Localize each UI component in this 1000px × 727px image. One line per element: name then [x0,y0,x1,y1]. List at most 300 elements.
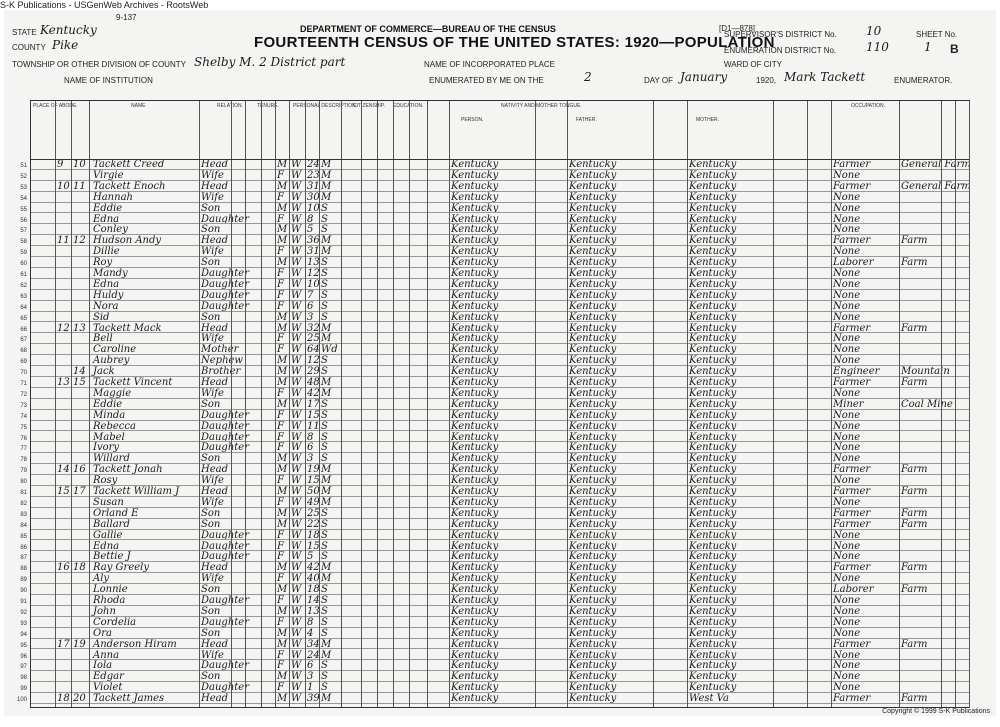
cell-ms: S [321,202,328,214]
cell-dw: 12 [57,322,70,334]
cell-occ: Farmer [833,518,871,530]
cell-sex: F [277,540,284,552]
cell-bp: Kentucky [451,377,499,388]
cell-bp: Kentucky [451,322,499,334]
cell-rel: Daughter [201,616,249,628]
cell-dw: 10 [57,180,70,192]
line-number: 71 [20,381,27,387]
cell-race: W [291,300,302,312]
cell-rel: Wife [201,169,224,181]
cell-name: Eddie [93,202,123,214]
cell-age: 5 [307,224,314,236]
cell-ms: S [321,268,328,279]
cell-race: W [291,475,302,487]
cell-fam: 13 [73,322,86,334]
grid-column-line [199,101,200,707]
cell-rel: Son [201,453,221,465]
line-number: 83 [20,511,27,518]
cell-rel: Daughter [201,595,249,606]
table-row [20,355,969,367]
state-value: Kentucky [40,23,97,37]
cell-mbp: Kentucky [689,202,737,214]
cell-age: 15 [307,540,320,552]
grid-column-line [427,101,428,707]
cell-name: Tackett James [93,693,165,705]
cell-sex: F [277,529,284,541]
line-number: 66 [20,326,27,333]
table-row [16,693,969,705]
cell-occ: None [833,300,861,312]
township-value: Shelby M. 2 District part [194,55,346,69]
cell-mbp: Kentucky [689,507,737,519]
cell-ms: M [321,191,332,203]
line-number: 79 [20,468,27,475]
cell-mbp: Kentucky [689,409,737,421]
cell-race: W [291,213,302,225]
line-number: 61 [20,272,27,278]
cell-bp: Kentucky [451,409,499,421]
cell-name: Ray Greely [93,562,150,574]
cell-bp: Kentucky [451,268,499,279]
cell-race: W [291,420,302,432]
cell-occ: None [833,278,861,290]
grid-column-line [319,101,320,707]
cell-mbp: Kentucky [689,398,737,410]
cell-occ: None [833,246,861,258]
grid-column-line [687,101,688,707]
cell-ms: M [321,638,332,650]
cell-sex: M [277,202,288,214]
cell-ms: Wd [321,344,338,356]
cell-mbp: Kentucky [689,649,737,661]
cell-ms: M [321,486,332,497]
cell-rel: Son [201,398,221,410]
line-number: 67 [20,337,27,344]
grid-column-line [89,101,90,707]
cell-name: Cordelia [93,616,137,628]
cell-bp: Kentucky [451,387,499,399]
cell-mbp: Kentucky [689,322,737,334]
col-relation: RELATION. [217,103,244,109]
cell-race: W [291,442,302,454]
cell-fbp: Kentucky [569,366,617,378]
cell-name: Tackett Mack [93,322,162,334]
grid-column-line [393,101,394,707]
cell-bp: Kentucky [451,671,499,683]
cell-name: Roy [93,257,113,269]
cell-sex: M [277,693,288,705]
line-number: 100 [16,697,27,704]
cell-name: Tackett Creed [93,159,165,170]
cell-name: Gallie [93,529,123,541]
cell-rel: Daughter [201,420,249,432]
cell-age: 24 [307,159,320,170]
cell-sex: M [277,562,288,574]
table-row [20,496,969,508]
cell-occ: Farmer [833,159,871,170]
table-row [20,235,969,247]
cell-race: W [291,257,302,269]
cell-mbp: Kentucky [689,169,737,181]
cell-name: Tackett Jonah [93,464,163,476]
cell-ms: S [321,257,328,269]
cell-race: W [291,562,302,574]
cell-name: Lonnie [93,584,128,596]
cell-ms: S [321,507,328,519]
cell-dw: 11 [57,235,70,247]
grid-column-line [831,101,832,707]
cell-ms: M [321,693,332,705]
cell-ms: M [321,377,332,388]
cell-ms: S [321,289,328,301]
cell-mbp: Kentucky [689,529,737,541]
cell-ind: Farm [901,377,928,388]
banner: S-K Publications - USGenWeb Archives - RootsWeb [0,0,1000,10]
line-number: 96 [20,653,27,660]
cell-fam: 11 [73,180,86,192]
cell-fbp: Kentucky [569,398,617,410]
cell-fbp: Kentucky [569,649,617,661]
cell-sex: M [277,311,288,323]
cell-ind: Farm [901,257,928,269]
year: 1920, [756,76,777,85]
cell-mbp: Kentucky [689,344,737,356]
cell-age: 7 [307,289,314,301]
line-number: 85 [20,533,27,540]
line-number: 55 [20,206,27,213]
cell-race: W [291,682,302,694]
cell-ind: Farm [901,486,928,497]
cell-occ: None [833,344,861,356]
cell-sex: M [277,377,288,388]
cell-fbp: Kentucky [569,573,617,585]
cell-dw: 18 [57,693,70,705]
cell-age: 25 [307,507,320,519]
cell-age: 6 [307,300,314,312]
table-row [20,507,969,519]
cell-age: 31 [307,180,320,192]
cell-race: W [291,387,302,399]
cell-bp: Kentucky [451,649,499,661]
cell-race: W [291,191,302,203]
cell-occ: Engineer [833,366,880,378]
cell-ind: Farm [901,507,928,519]
col-place-of-abode: PLACE OF ABODE. [33,103,78,109]
cell-mbp: Kentucky [689,257,737,269]
cell-rel: Daughter [201,289,249,301]
cell-bp: Kentucky [451,540,499,552]
table-row [20,649,969,661]
cell-race: W [291,627,302,639]
cell-name: Mabel [93,431,125,443]
cell-sex: F [277,268,284,279]
cell-fam: 20 [73,693,86,705]
cell-fbp: Kentucky [569,387,617,399]
cell-bp: Kentucky [451,584,499,596]
cell-bp: Kentucky [451,213,499,225]
cell-fbp: Kentucky [569,595,617,606]
cell-mbp: Kentucky [689,682,737,694]
cell-race: W [291,180,302,192]
table-row [20,202,969,214]
county-value: Pike [52,38,79,52]
cell-name: Sid [93,311,110,323]
line-number: 73 [20,402,27,409]
cell-age: 34 [307,638,320,650]
cell-sex: M [277,366,288,378]
cell-fbp: Kentucky [569,671,617,683]
incorporated-place-label: NAME OF INCORPORATED PLACE [424,60,555,69]
cell-name: Nora [93,300,119,312]
cell-ind: Farm [901,235,928,247]
cell-age: 6 [307,660,314,672]
cell-mbp: Kentucky [689,453,737,465]
cell-mbp: Kentucky [689,660,737,672]
table-row [20,529,969,541]
cell-occ: Farmer [833,180,871,192]
cell-race: W [291,169,302,181]
line-number: 78 [20,457,27,464]
cell-name: Tackett Enoch [93,180,166,192]
cell-ms: M [321,333,332,345]
cell-occ: None [833,573,861,585]
department-heading: DEPARTMENT OF COMMERCE—BUREAU OF THE CENSUS [300,24,556,34]
cell-fbp: Kentucky [569,278,617,290]
cell-age: 8 [307,431,314,443]
cell-rel: Head [201,486,229,497]
line-number: 86 [20,544,27,551]
cell-fbp: Kentucky [569,453,617,465]
cell-race: W [291,518,302,530]
line-number: 92 [20,609,27,616]
cell-rel: Wife [201,246,224,258]
grid-column-line [535,101,536,707]
cell-mbp: Kentucky [689,387,737,399]
table-row [20,213,969,225]
table-row [20,671,969,683]
table-row [20,398,969,410]
table-row [20,344,969,356]
cell-occ: None [833,475,861,487]
cell-sex: F [277,551,284,563]
cell-ind: Farm [901,638,928,650]
cell-rel: Son [201,224,221,236]
cell-race: W [291,235,302,247]
cell-ms: M [321,322,332,334]
cell-sex: F [277,616,284,628]
cell-mbp: Kentucky [689,464,737,476]
cell-ind: Mountain [901,366,950,378]
cell-name: Rebecca [93,420,136,432]
cell-ms: S [321,529,328,541]
cell-sex: M [277,398,288,410]
cell-age: 3 [307,311,314,323]
cell-fbp: Kentucky [569,507,617,519]
cell-occ: None [833,453,861,465]
cell-name: Conley [93,224,128,236]
row-divider [31,703,969,704]
cell-mbp: Kentucky [689,475,737,487]
enumerated-month: January [680,70,728,84]
table-row [20,605,969,617]
cell-age: 18 [307,584,320,596]
cell-age: 50 [307,486,320,497]
cell-sex: M [277,257,288,269]
cell-rel: Head [201,562,229,574]
cell-sex: M [277,584,288,596]
cell-name: Bell [93,333,113,345]
enumeration-district-label: ENUMERATION DISTRICT No. [724,46,837,55]
cell-age: 3 [307,453,314,465]
cell-ms: S [321,518,328,530]
table-row [20,300,969,312]
cell-rel: Head [201,159,229,170]
cell-sex: F [277,431,284,443]
cell-ms: M [321,464,332,476]
cell-sex: F [277,169,284,181]
grid-column-line [969,101,970,707]
table-row [20,322,969,334]
cell-ms: M [321,649,332,661]
cell-ind: General Farm [901,180,971,192]
cell-occ: Farmer [833,486,871,497]
cell-bp: Kentucky [451,159,499,170]
cell-sex: F [277,191,284,203]
cell-mbp: Kentucky [689,333,737,345]
cell-sex: F [277,442,284,454]
cell-occ: None [833,387,861,399]
line-number: 81 [20,490,27,496]
cell-rel: Son [201,202,221,214]
cell-mbp: Kentucky [689,311,737,323]
cell-ms: S [321,311,328,323]
cell-sex: F [277,289,284,301]
line-number: 88 [20,566,27,573]
cell-age: 42 [307,387,320,399]
cell-bp: Kentucky [451,289,499,301]
cell-fbp: Kentucky [569,235,617,247]
cell-occ: None [833,202,861,214]
cell-race: W [291,246,302,258]
cell-bp: Kentucky [451,180,499,192]
cell-race: W [291,453,302,465]
cell-bp: Kentucky [451,573,499,585]
cell-race: W [291,464,302,476]
line-number: 74 [20,413,27,420]
cell-name: Maggie [93,387,132,399]
cell-fbp: Kentucky [569,355,617,367]
cell-age: 12 [307,355,320,367]
table-row [20,289,969,301]
line-number: 58 [20,239,27,246]
cell-fam: 15 [73,377,86,388]
line-number: 69 [20,359,27,366]
cell-bp: Kentucky [451,333,499,345]
table-row [20,464,969,476]
cell-ms: S [321,595,328,606]
table-row [20,486,969,497]
grid-column-line [941,101,942,707]
cell-fbp: Kentucky [569,562,617,574]
cell-fam: 16 [73,464,86,476]
cell-name: Willard [93,453,130,465]
cell-sex: M [277,224,288,236]
cell-name: Caroline [93,344,137,356]
cell-bp: Kentucky [451,311,499,323]
cell-sex: M [277,507,288,519]
cell-age: 24 [307,649,320,661]
cell-occ: None [833,627,861,639]
cell-mbp: Kentucky [689,213,737,225]
cell-fbp: Kentucky [569,682,617,694]
cell-rel: Wife [201,387,224,399]
col-nativity: NATIVITY AND MOTHER TONGUE. [501,103,582,109]
line-number: 60 [20,261,27,268]
cell-rel: Head [201,235,229,247]
cell-fbp: Kentucky [569,496,617,508]
grid-column-line [341,101,342,707]
cell-fam: 18 [73,562,86,574]
cell-age: 48 [307,377,320,388]
cell-sex: F [277,420,284,432]
cell-fbp: Kentucky [569,475,617,487]
line-number: 82 [20,500,27,507]
cell-rel: Son [201,627,221,639]
cell-sex: M [277,235,288,247]
cell-mbp: Kentucky [689,595,737,606]
cell-race: W [291,289,302,301]
cell-ms: S [321,355,328,367]
cell-bp: Kentucky [451,442,499,454]
cell-rel: Daughter [201,409,249,421]
cell-race: W [291,486,302,497]
cell-mbp: Kentucky [689,180,737,192]
cell-bp: Kentucky [451,355,499,367]
cell-name: Edna [93,540,120,552]
table-row [20,584,969,596]
cell-mbp: Kentucky [689,191,737,203]
cell-ind: Coal Mine [901,398,953,410]
cell-fbp: Kentucky [569,627,617,639]
cell-race: W [291,355,302,367]
cell-fbp: Kentucky [569,311,617,323]
cell-age: 5 [307,551,314,563]
cell-ms: S [321,300,328,312]
cell-mbp: Kentucky [689,573,737,585]
cell-name: Hannah [93,191,133,203]
cell-bp: Kentucky [451,202,499,214]
col-father: FATHER. [576,117,597,123]
grid-column-line [261,101,262,707]
cell-mbp: Kentucky [689,246,737,258]
cell-bp: Kentucky [451,300,499,312]
table-row [20,246,969,258]
line-number: 53 [20,184,27,191]
cell-ms: S [321,224,328,236]
cell-sex: F [277,573,284,585]
cell-name: Aubrey [93,355,130,367]
grid-column-line [409,101,410,707]
cell-mbp: Kentucky [689,540,737,552]
cell-name: Aly [93,573,110,585]
cell-rel: Daughter [201,278,249,290]
line-number: 89 [20,577,27,584]
table-row [20,377,969,388]
form-code: 9-137 [116,13,137,22]
line-number: 57 [20,228,27,235]
cell-bp: Kentucky [451,605,499,617]
cell-occ: Farmer [833,377,871,388]
